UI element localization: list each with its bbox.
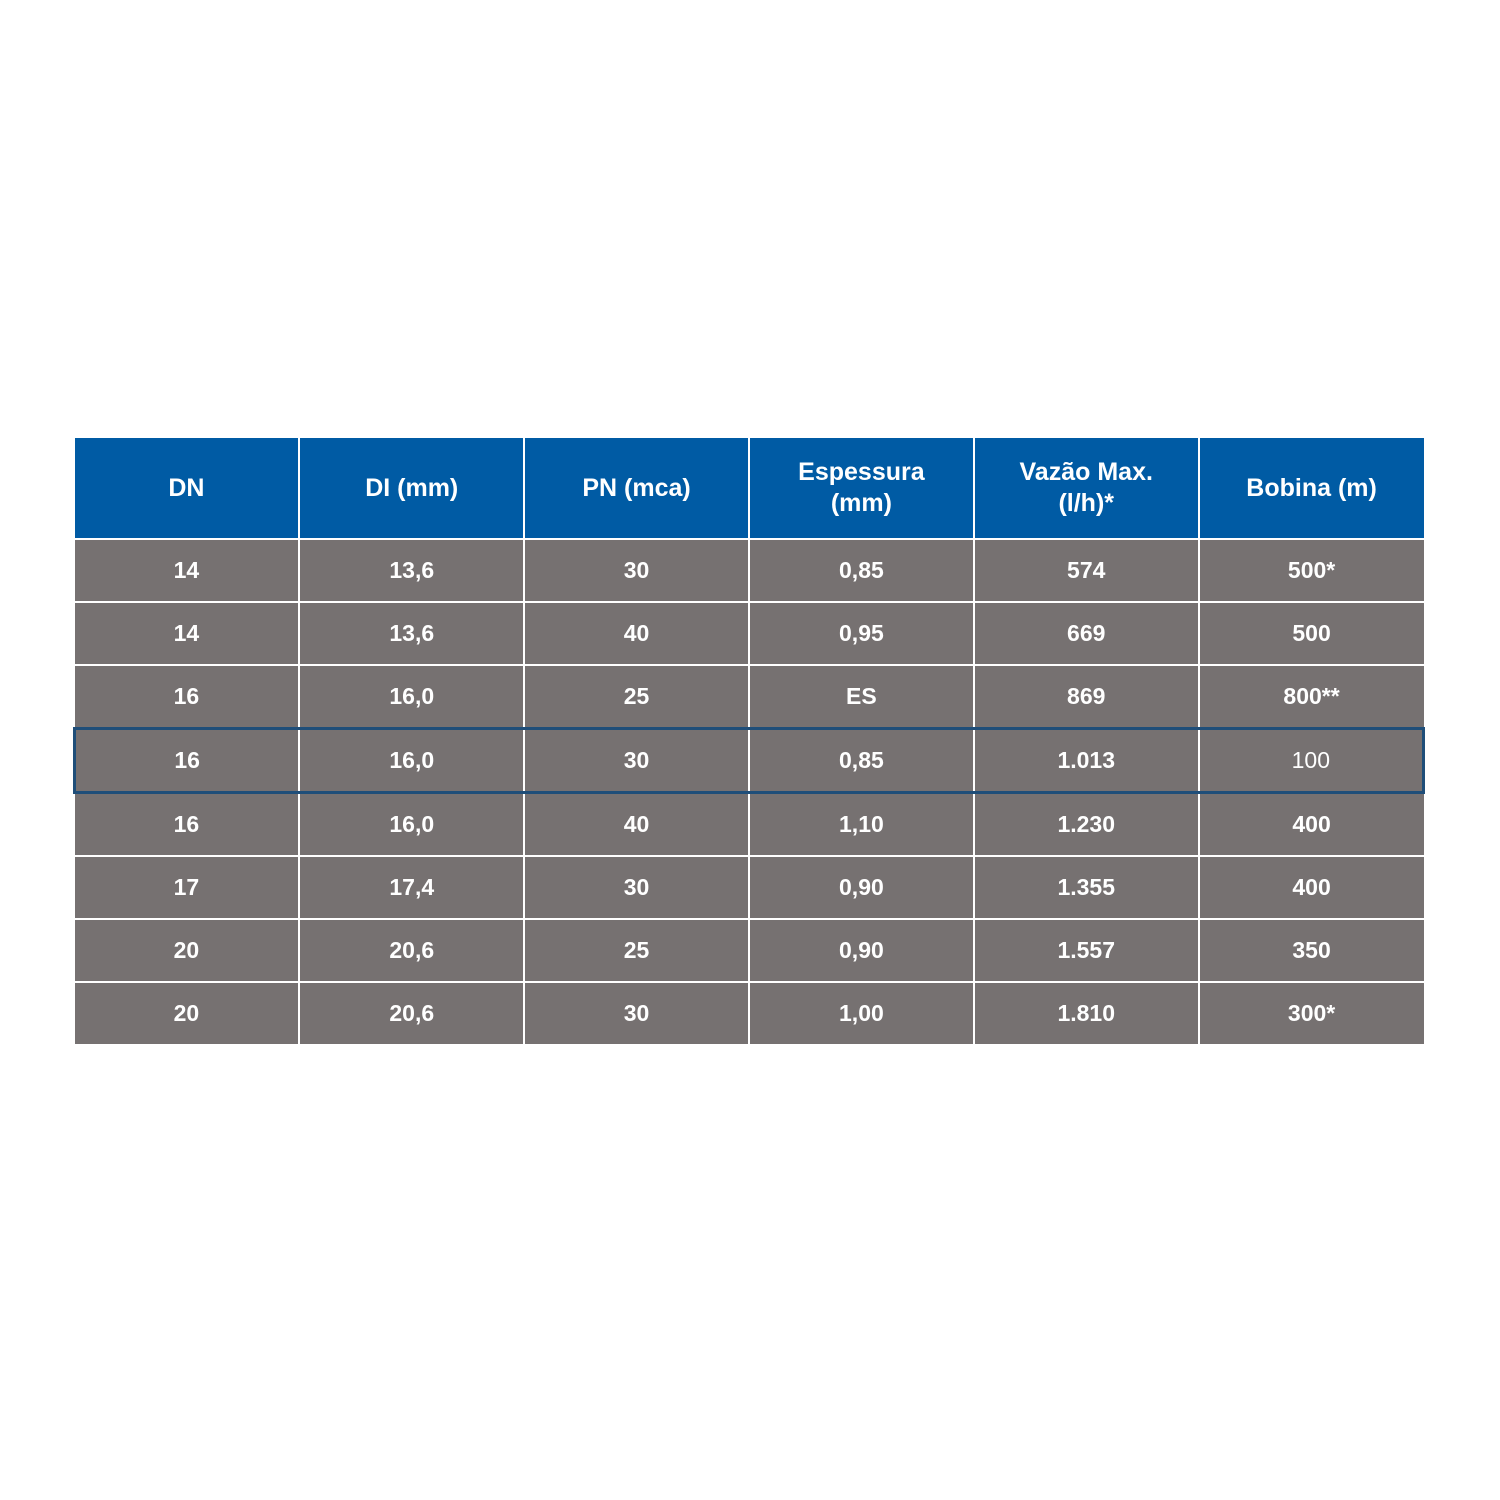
cell-vazao: 1.557 [974,919,1199,982]
cell-bobina: 400 [1199,793,1424,857]
cell-di[interactable]: 16,0 [299,729,524,793]
cell-espessura: ES [749,665,974,729]
header-pn: PN (mca) [524,438,749,539]
cell-espessura: 0,90 [749,856,974,919]
cell-vazao: 869 [974,665,1199,729]
cell-bobina: 500* [1199,539,1424,602]
cell-espessura[interactable]: 0,85 [749,729,974,793]
pipe-spec-table [73,438,1425,1044]
cell-vazao: 669 [974,602,1199,665]
table-header-row [75,438,1424,539]
cell-espessura: 1,10 [749,793,974,857]
cell-dn: 14 [75,602,300,665]
cell-vazao: 574 [974,539,1199,602]
cell-di: 16,0 [299,665,524,729]
cell-dn: 16 [75,793,300,857]
cell-bobina[interactable]: 100 [1199,729,1424,793]
cell-pn: 25 [524,919,749,982]
cell-pn: 40 [524,793,749,857]
cell-bobina: 800** [1199,665,1424,729]
cell-pn: 40 [524,602,749,665]
cell-vazao[interactable]: 1.013 [974,729,1199,793]
cell-bobina: 300* [1199,982,1424,1044]
table-row [75,982,1424,1044]
cell-di: 20,6 [299,982,524,1044]
cell-espessura: 1,00 [749,982,974,1044]
cell-vazao: 1.810 [974,982,1199,1044]
cell-dn: 16 [75,665,300,729]
cell-di: 20,6 [299,919,524,982]
header-bobina: Bobina (m) [1199,438,1424,539]
table-row [75,539,1424,602]
cell-espessura: 0,85 [749,539,974,602]
table-row [75,793,1424,857]
table-row-selected[interactable] [75,729,1424,793]
cell-dn: 14 [75,539,300,602]
cell-dn: 17 [75,856,300,919]
cell-pn: 30 [524,856,749,919]
cell-dn: 20 [75,982,300,1044]
cell-pn[interactable]: 30 [524,729,749,793]
cell-bobina: 400 [1199,856,1424,919]
cell-di: 13,6 [299,602,524,665]
table-row [75,856,1424,919]
cell-pn: 25 [524,665,749,729]
cell-espessura: 0,95 [749,602,974,665]
header-di: DI (mm) [299,438,524,539]
cell-pn: 30 [524,539,749,602]
cell-di: 16,0 [299,793,524,857]
cell-dn: 20 [75,919,300,982]
cell-pn: 30 [524,982,749,1044]
cell-di: 13,6 [299,539,524,602]
cell-di: 17,4 [299,856,524,919]
cell-bobina: 350 [1199,919,1424,982]
table-row [75,602,1424,665]
table-row [75,665,1424,729]
header-dn: DN [75,438,300,539]
table-row [75,919,1424,982]
cell-dn[interactable]: 16 [75,729,300,793]
cell-vazao: 1.355 [974,856,1199,919]
cell-espessura: 0,90 [749,919,974,982]
header-espessura: Espessura (mm) [749,438,974,539]
header-vazao-max: Vazão Max. (l/h)* [974,438,1199,539]
cell-vazao: 1.230 [974,793,1199,857]
cell-bobina: 500 [1199,602,1424,665]
